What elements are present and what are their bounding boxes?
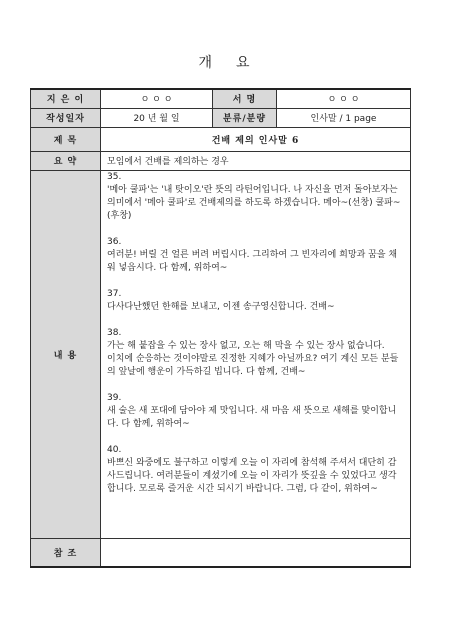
item-text: 여러분! 버릴 건 얼른 버려 버립시다. 그리하여 그 빈자리에 희망과 꿈을 채 워 넣읍시다. 다 함께, 위하여~ xyxy=(107,249,398,273)
content-item xyxy=(107,171,404,223)
item-number: 37. xyxy=(107,288,122,299)
subject-label: 제 목 xyxy=(31,127,101,151)
content-item xyxy=(107,327,404,379)
title-char-2: 요 xyxy=(236,55,252,71)
author-value: ㅇ ㅇ ㅇ xyxy=(101,89,213,108)
item-text: 가는 해 붙잡을 수 있는 장사 없고, 오는 해 막을 수 있는 장사 없습니다. 이치에 순응하는 것이야말로 진정한 지혜가 아닐까요? 여기 계신 모든 분들 의 앞날에 행운이 가득하길 빕니다. 다 함께, 건배~ xyxy=(107,340,399,377)
item-number: 39. xyxy=(107,392,122,403)
reference-value xyxy=(101,538,411,567)
content-item xyxy=(107,236,404,275)
reference-row xyxy=(31,538,411,567)
item-number: 35. xyxy=(107,171,122,182)
content-body xyxy=(101,170,411,538)
content-item xyxy=(107,288,404,314)
content-label: 내 용 xyxy=(31,170,101,538)
date-row xyxy=(31,108,411,127)
content-item xyxy=(107,392,404,431)
title-char-1: 개 xyxy=(198,55,214,71)
name-label: 서 명 xyxy=(213,89,277,108)
category-value: 인사말 / 1 page xyxy=(277,108,411,127)
item-text: 새 술은 새 포대에 담아야 제 맛입니다. 새 마음 새 뜻으로 새해를 맞이합니 다. 다 함께, 위하여~ xyxy=(107,405,397,429)
category-label: 분류/분량 xyxy=(213,108,277,127)
name-value: ㅇ ㅇ ㅇ xyxy=(277,89,411,108)
document-title xyxy=(0,52,450,72)
date-label: 작성일자 xyxy=(31,108,101,127)
content-row xyxy=(31,170,411,538)
date-value: 20 년 월 일 xyxy=(101,108,213,127)
summary-form-table xyxy=(30,88,411,568)
item-text: 다사다난했던 한해를 보내고, 이젠 송구영신합니다. 건배~ xyxy=(107,301,335,312)
summary-value: 모임에서 건배를 제의하는 경우 xyxy=(101,151,411,170)
item-number: 40. xyxy=(107,444,122,455)
subject-row xyxy=(31,127,411,151)
item-number: 38. xyxy=(107,327,122,338)
author-label: 지 은 이 xyxy=(31,89,101,108)
author-row xyxy=(31,89,411,108)
item-text: '메아 쿨파'는 '내 탓이오'란 뜻의 라틴어입니다. 나 자신을 먼저 돌아보자는 의미에서 '메아 쿨파'로 건배제의를 하도록 하겠습니다. 메아~(선창) 쿨파~ (후창) xyxy=(107,184,401,221)
summary-row xyxy=(31,151,411,170)
item-number: 36. xyxy=(107,236,122,247)
content-item xyxy=(107,444,404,496)
subject-value: 건배 제의 인사말 6 xyxy=(101,127,411,151)
summary-label: 요 약 xyxy=(31,151,101,170)
item-text: 바쁘신 와중에도 불구하고 이렇게 오늘 이 자리에 참석해 주셔서 대단히 감 사드립니다. 여러분들이 계셨기에 오늘 이 자리가 뜻깊을 수 있었다고 생각 합니다. 모로록 즐거운 시간 되시기 바랍니다. 그럼, 다 같이, 위하여~ xyxy=(107,457,397,494)
reference-label: 참 조 xyxy=(31,538,101,567)
